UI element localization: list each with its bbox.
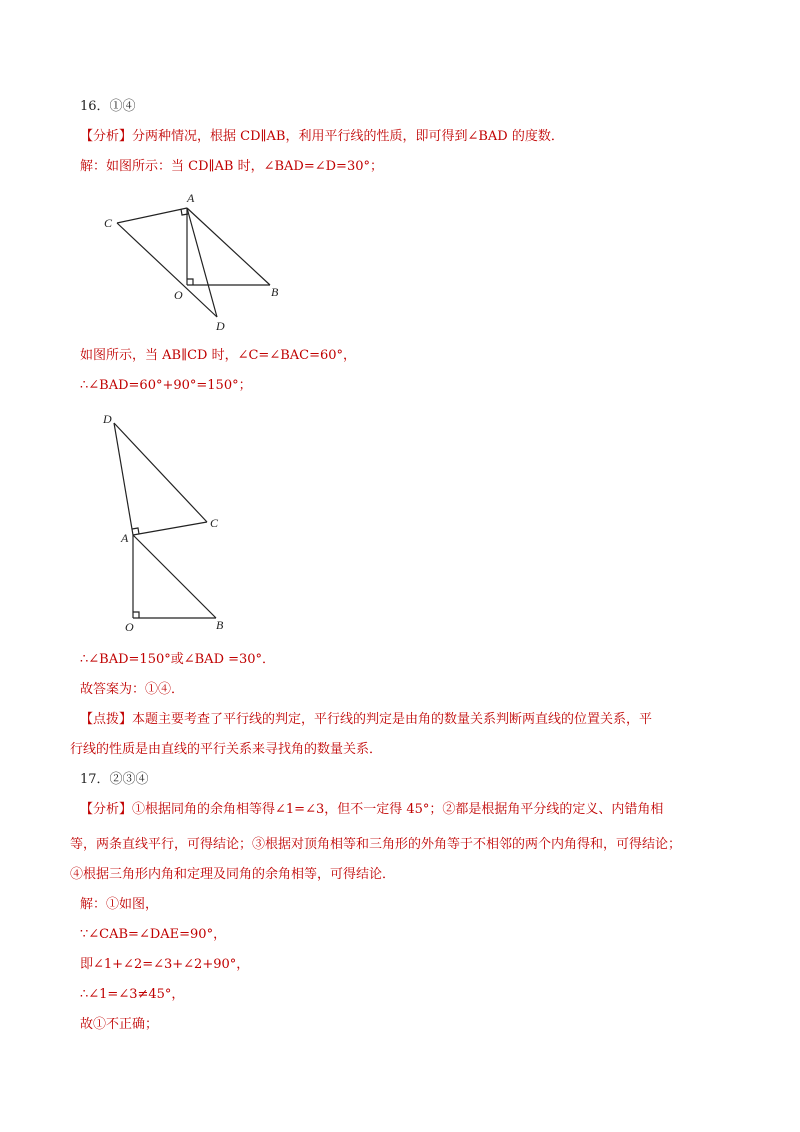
label-O: O bbox=[125, 620, 134, 634]
figure-2 bbox=[95, 405, 255, 635]
label-C: C bbox=[104, 216, 113, 230]
q16-solution-line-2: 如图所示，当 AB∥CD 时，∠C=∠BAC=60°， bbox=[80, 348, 357, 363]
analysis-text: 分两种情况，根据 CD∥AB，利用平行线的性质，即可得到∠BAD 的度数． bbox=[132, 129, 564, 144]
label-D: D bbox=[216, 319, 225, 333]
q16-comment-cont: 行线的性质是由直线的平行关系来寻找角的数量关系． bbox=[70, 742, 383, 757]
q17-solution-line-2: ∵∠CAB=∠DAE=90°， bbox=[80, 927, 227, 942]
segment-AD bbox=[187, 208, 217, 317]
segment-CA bbox=[117, 208, 187, 223]
q17-solution-line-3: 即∠1+∠2=∠3+∠2+90°， bbox=[80, 957, 250, 972]
q16-analysis bbox=[80, 128, 564, 146]
q16-solution-line-4: ∴∠BAD=150°或∠BAD =30°． bbox=[80, 652, 276, 667]
comment-tag: 【点拨】 bbox=[80, 712, 133, 727]
label-B: B bbox=[271, 285, 279, 299]
analysis-text-1: ①根据同角的余角相等得∠1=∠3，但不一定得 45°；②都是根据角平分线的定义、内错角相 bbox=[132, 802, 664, 817]
segment-AB bbox=[187, 208, 270, 285]
right-angle-mark-O bbox=[133, 612, 139, 618]
q16-solution-line-1: 解：如图所示：当 CD∥AB 时，∠BAD=∠D=30°； bbox=[80, 159, 383, 174]
q17-solution-line-1: 解：①如图， bbox=[80, 897, 159, 912]
label-C: C bbox=[210, 516, 219, 530]
segment-CD bbox=[117, 223, 217, 317]
q17-analysis-line-1 bbox=[80, 801, 663, 819]
q17-analysis-line-2: 等，两条直线平行，可得结论；③根据对顶角相等和三角形的外角等于不相邻的两个内角得和，可得结论； bbox=[70, 837, 682, 852]
label-O: O bbox=[174, 288, 183, 302]
right-angle-mark-O bbox=[187, 279, 193, 285]
q17-solution-line-4: ∴∠1=∠3≠45°， bbox=[80, 987, 185, 1002]
label-D: D bbox=[103, 412, 112, 426]
analysis-tag: 【分析】 bbox=[80, 129, 133, 144]
comment-text: 本题主要考查了平行线的判定，平行线的判定是由角的数量关系判断两直线的位置关系，平 bbox=[132, 712, 653, 727]
label-A: A bbox=[121, 531, 129, 545]
q17-analysis-line-3: ④根据三角形内角和定理及同角的余角相等，可得结论． bbox=[70, 867, 396, 882]
q16-comment bbox=[80, 711, 652, 729]
label-A: A bbox=[187, 191, 195, 205]
segment-AB bbox=[133, 535, 216, 618]
analysis-tag: 【分析】 bbox=[80, 802, 133, 817]
q17-number: 17．②③④ bbox=[80, 772, 149, 787]
figure-1 bbox=[95, 190, 305, 335]
q16-answer: 故答案为：①④． bbox=[80, 682, 185, 697]
segment-AC bbox=[133, 522, 207, 535]
q16-number: 16．①④ bbox=[80, 99, 136, 114]
q16-solution-line-3: ∴∠BAD=60°+90°=150°； bbox=[80, 378, 252, 393]
label-B: B bbox=[216, 618, 224, 632]
q17-solution-line-5: 故①不正确； bbox=[80, 1017, 159, 1032]
